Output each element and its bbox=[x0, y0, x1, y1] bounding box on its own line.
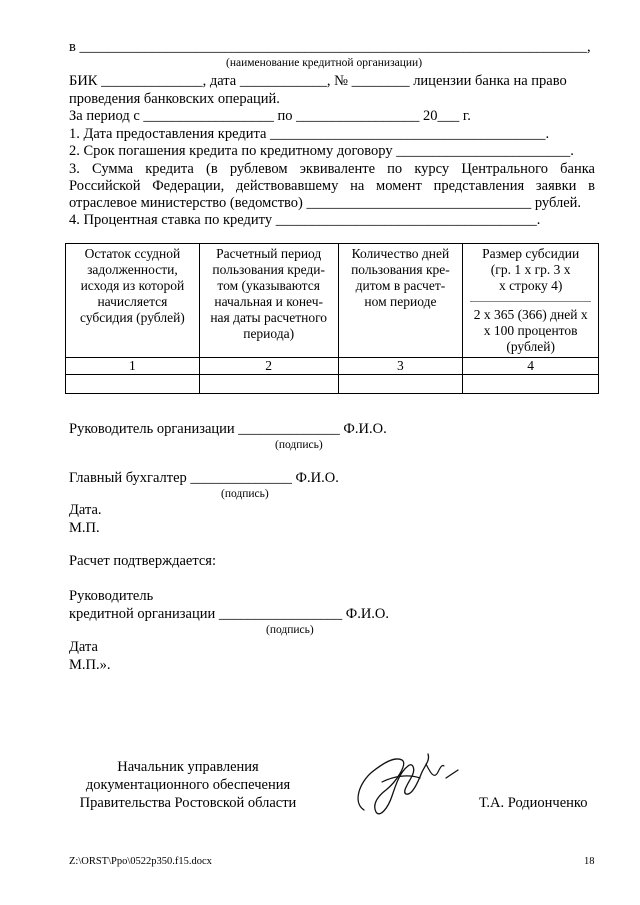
item-1: 1. Дата предоставления кредита ______________________________________. bbox=[69, 126, 550, 142]
table-header-row bbox=[66, 244, 599, 358]
item-3-line-3: отраслевое министерство (ведомство) _______________________________ рублей. bbox=[69, 195, 582, 211]
accountant-signature-line: Главный бухгалтер ______________ Ф.И.О. bbox=[69, 470, 339, 486]
accountant-signature-caption: (подпись) bbox=[221, 488, 269, 500]
table-cell bbox=[463, 375, 599, 394]
date-label: Дата. bbox=[69, 502, 102, 518]
column-number: 1 bbox=[66, 358, 200, 375]
bank-head-title: Руководитель bbox=[69, 588, 154, 604]
file-path: Z:\ORST\Ppo\0522p350.f15.docx bbox=[69, 856, 212, 867]
table-empty-row bbox=[66, 375, 599, 394]
item-3-line-2: Российской Федерации, действовавшему на момент представления заявки в bbox=[69, 178, 595, 194]
bank-signature-caption: (подпись) bbox=[266, 624, 314, 636]
official-title bbox=[68, 758, 308, 812]
column-number: 2 bbox=[199, 358, 338, 375]
period-line: За период с __________________ по _________________ 20___ г. bbox=[69, 108, 471, 124]
table-cell bbox=[66, 375, 200, 394]
subsidy-table bbox=[65, 243, 599, 394]
official-title-line: Начальник управления bbox=[117, 759, 259, 775]
head-signature-line: Руководитель организации ______________ Ф.И.О. bbox=[69, 421, 387, 437]
table-cell bbox=[338, 375, 463, 394]
header-cell-period: Расчетный период пользования креди- том (указываются начальная и конеч- ная даты расчетного периода) bbox=[199, 244, 338, 358]
official-title-line: документационного обеспечения bbox=[85, 777, 291, 793]
table-cell bbox=[199, 375, 338, 394]
org-line: в ______________________________________________________________________, bbox=[69, 39, 591, 55]
official-name: Т.А. Родионченко bbox=[479, 795, 588, 811]
confirmation-text: Расчет подтверждается: bbox=[69, 553, 217, 569]
column-number: 3 bbox=[338, 358, 463, 375]
handwritten-signature bbox=[342, 742, 462, 822]
column-number: 4 bbox=[463, 358, 599, 375]
fraction-divider bbox=[470, 301, 591, 302]
stamp-label: М.П. bbox=[69, 520, 100, 536]
bik-line: БИК ______________, дата ____________, № ________ лицензии банка на право bbox=[69, 73, 567, 89]
head-signature-caption: (подпись) bbox=[275, 439, 323, 451]
official-title-line: Правительства Ростовской области bbox=[79, 795, 297, 811]
date-label-2: Дата bbox=[69, 639, 98, 655]
header-cell-balance: Остаток ссудной задолженности, исходя из которой начисляется субсидия (рублей) bbox=[66, 244, 200, 358]
table-number-row bbox=[66, 358, 599, 375]
header-cell-subsidy: Размер субсидии (гр. 1 х гр. 3 х х строку 4) 2 х 365 (366) дней х х 100 процентов (рублей) bbox=[463, 244, 599, 358]
item-4: 4. Процентная ставка по кредиту ____________________________________. bbox=[69, 212, 541, 228]
item-2: 2. Срок погашения кредита по кредитному договору ________________________. bbox=[69, 143, 574, 159]
bik-line-cont: проведения банковских операций. bbox=[69, 91, 280, 107]
stamp-label-2: М.П.». bbox=[69, 657, 111, 673]
bank-head-signature-line: кредитной организации _________________ Ф.И.О. bbox=[69, 606, 390, 622]
org-caption: (наименование кредитной организации) bbox=[226, 57, 423, 69]
item-3-line-1: 3. Сумма кредита (в рублевом эквиваленте по курсу Центрального банка bbox=[69, 161, 595, 177]
page-number: 18 bbox=[584, 856, 595, 867]
header-cell-days: Количество дней пользования кре- дитом в расчет- ном периоде bbox=[338, 244, 463, 358]
